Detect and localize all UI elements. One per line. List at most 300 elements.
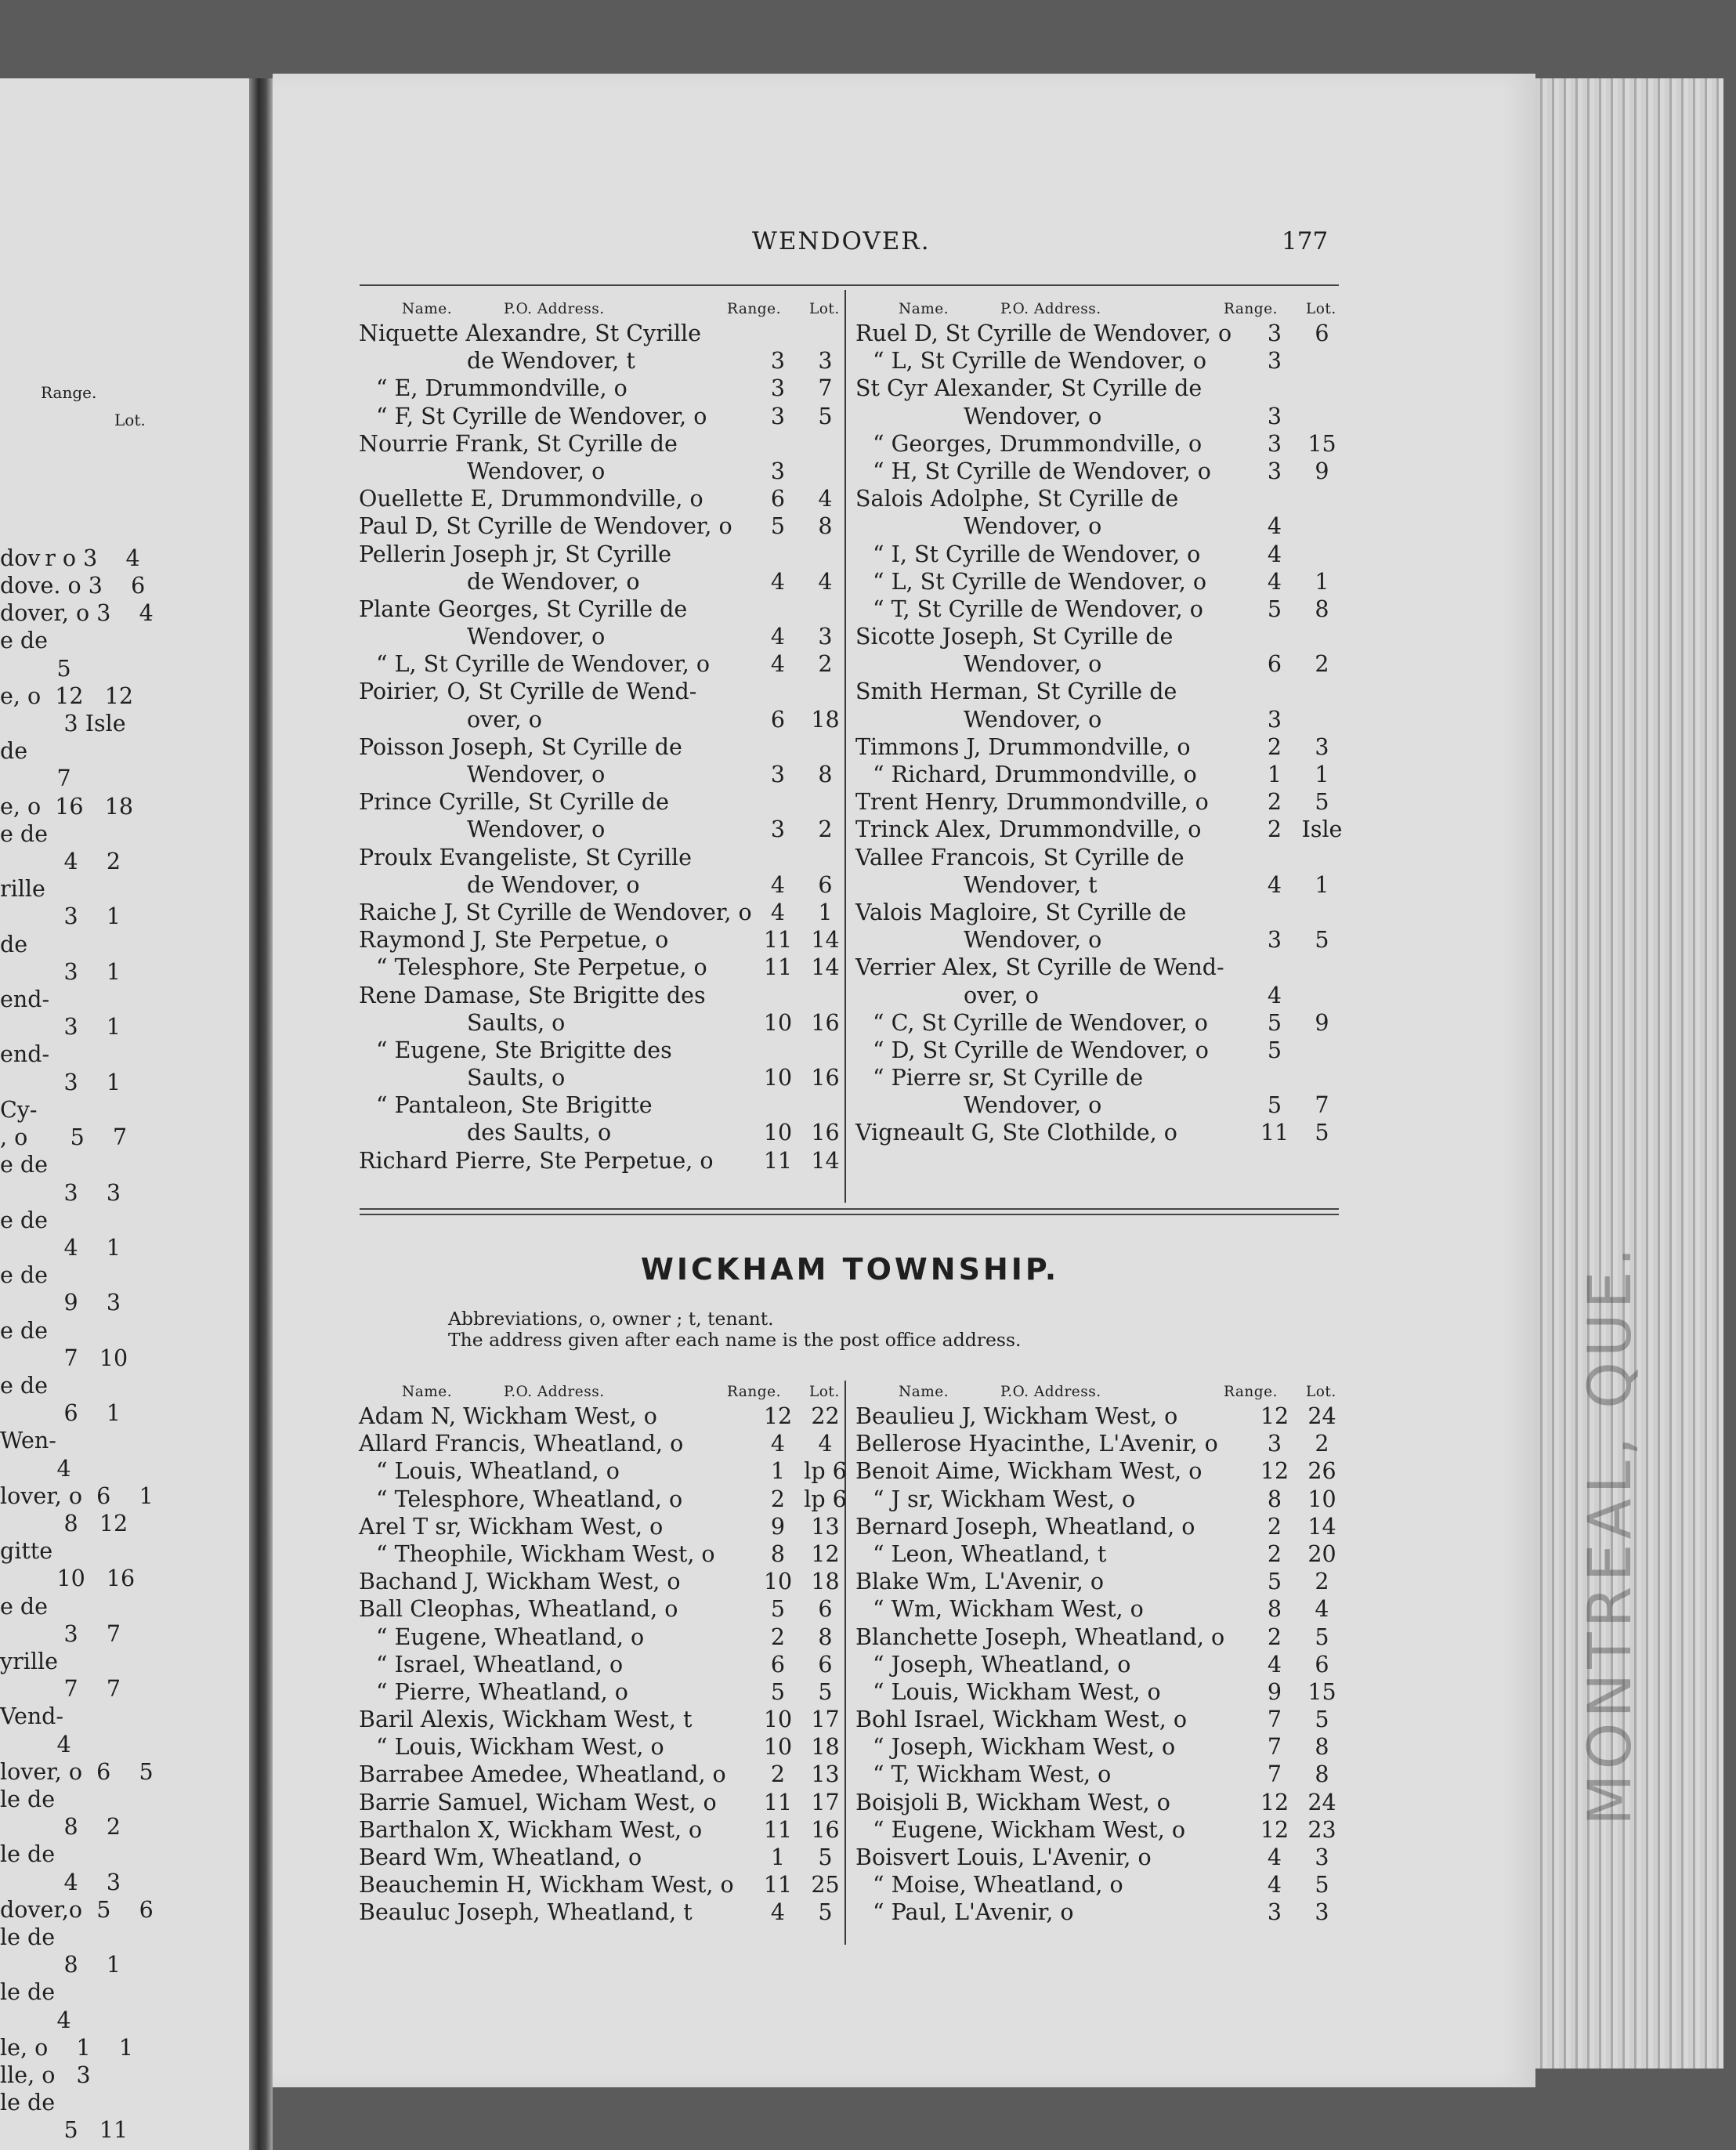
directory-entry xyxy=(359,403,844,430)
page-number: 177 xyxy=(1282,227,1329,255)
directory-entry xyxy=(855,1816,1341,1844)
fragment-line: e, o 16 18 xyxy=(0,793,133,820)
entry-lot: 3 xyxy=(818,348,833,375)
entry-name: Valois Magloire, St Cyrille de xyxy=(855,899,1187,925)
entry-name: St Cyr Alexander, St Cyrille de xyxy=(855,375,1203,402)
column-header-lot: Lot. xyxy=(809,1384,840,1400)
entry-lot: 8 xyxy=(818,762,833,787)
entry-range: 4 xyxy=(770,568,786,595)
directory-entry xyxy=(359,512,844,540)
column-header-lot: Lot. xyxy=(1306,301,1336,317)
entry-lot: 8 xyxy=(818,513,833,540)
directory-entry xyxy=(359,375,844,402)
entry-lot: 5 xyxy=(818,1678,833,1705)
entry-lot: 2 xyxy=(818,816,833,843)
entry-name: Wendover, o xyxy=(964,927,1102,954)
entry-name: “ J sr, Wickham West, o xyxy=(873,1486,1136,1512)
fragment-line: 4 3 xyxy=(0,1869,121,1895)
entry-lot: 2 xyxy=(1315,1569,1329,1595)
entry-name: Baril Alexis, Wickham West, t xyxy=(359,1707,693,1733)
directory-entry xyxy=(855,1568,1341,1595)
entry-range: 7 xyxy=(1267,1734,1282,1761)
directory-entry xyxy=(359,1430,844,1457)
directory-entry xyxy=(855,1898,1341,1926)
entry-range: 10 xyxy=(763,1734,793,1761)
entry-range: 11 xyxy=(763,1872,793,1898)
entry-lot: 5 xyxy=(818,1844,833,1870)
entry-name: “ Louis, Wickham West, o xyxy=(376,1734,664,1761)
entry-range: 2 xyxy=(1267,1540,1282,1567)
entry-range: 3 xyxy=(1267,348,1282,375)
fragment-line: le, o 1 1 xyxy=(0,2034,133,2061)
entry-lot: 4 xyxy=(818,1431,833,1457)
entry-name: over, o xyxy=(467,706,542,733)
page-running-head: WENDOVER. xyxy=(752,227,931,255)
directory-entry xyxy=(359,1119,844,1146)
entry-lot: 8 xyxy=(1315,1761,1329,1788)
entry-name: “ L, St Cyrille de Wendover, o xyxy=(376,651,711,678)
directory-entry xyxy=(855,320,1341,347)
fragment-line: 3 1 xyxy=(0,903,121,930)
directory-entry xyxy=(855,375,1341,402)
entry-lot: 16 xyxy=(811,1065,840,1091)
directory-entry xyxy=(855,430,1341,458)
directory-entry xyxy=(855,1678,1341,1706)
fragment-line: 5 11 xyxy=(0,2117,128,2144)
directory-entry xyxy=(359,1898,844,1926)
entry-name: Salois Adolphe, St Cyrille de xyxy=(855,486,1179,512)
entry-range: 3 xyxy=(770,403,786,429)
entry-name: des Saults, o xyxy=(467,1120,612,1146)
entry-range: 2 xyxy=(770,1623,786,1650)
wendover-right-column xyxy=(855,301,1341,1147)
entry-lot: 18 xyxy=(811,1569,840,1595)
entry-range: 3 xyxy=(1267,320,1282,346)
fragment-line: de xyxy=(0,931,28,957)
entry-name: de Wendover, t xyxy=(467,348,635,375)
entry-lot: 6 xyxy=(818,1651,833,1678)
entry-name: Blake Wm, L'Avenir, o xyxy=(855,1569,1105,1595)
fragment-line: e de xyxy=(0,1262,49,1289)
entry-lot: 3 xyxy=(1315,1899,1329,1926)
entry-name: “ F, St Cyrille de Wendover, o xyxy=(376,403,707,429)
entry-range: 7 xyxy=(1267,1761,1282,1788)
column-header xyxy=(855,1384,1341,1403)
directory-entry xyxy=(359,595,844,623)
entry-range: 5 xyxy=(770,1678,786,1705)
directory-entry xyxy=(359,1623,844,1651)
fragment-line: gitte xyxy=(0,1538,53,1565)
entry-range: 2 xyxy=(1267,1623,1282,1650)
directory-entry xyxy=(855,458,1341,485)
entry-name: Nourrie Frank, St Cyrille de xyxy=(359,430,678,457)
entry-range: 4 xyxy=(1267,871,1282,898)
entry-range: 3 xyxy=(770,348,786,375)
entry-name: Trent Henry, Drummondville, o xyxy=(855,789,1209,816)
entry-range: 7 xyxy=(1267,1707,1282,1733)
entry-range: 3 xyxy=(770,762,786,787)
book-gutter xyxy=(249,78,273,2150)
fragment-line: lle, o 3 xyxy=(0,2062,91,2088)
directory-entry xyxy=(855,623,1341,650)
directory-entry xyxy=(855,403,1341,430)
entry-lot: 12 xyxy=(811,1540,840,1567)
entry-name: Wendover, o xyxy=(964,403,1102,429)
entry-name: Verrier Alex, St Cyrille de Wend- xyxy=(855,954,1224,981)
entry-name: Wendover, o xyxy=(467,624,606,650)
entry-range: 5 xyxy=(1267,1009,1282,1036)
column-header-address: P.O. Address. xyxy=(504,1384,605,1400)
fragment-line: 3 Isle xyxy=(0,711,126,737)
entry-lot: 16 xyxy=(811,1120,840,1146)
entry-lot: 1 xyxy=(1315,871,1329,898)
entry-name: Vallee Francois, St Cyrille de xyxy=(855,844,1184,870)
directory-entry xyxy=(855,1623,1341,1651)
directory-entry xyxy=(359,733,844,761)
entry-range: 9 xyxy=(770,1513,786,1540)
fragment-line: yrille xyxy=(0,1648,58,1674)
directory-entry xyxy=(359,1733,844,1761)
entry-name: “ Georges, Drummondville, o xyxy=(873,430,1203,457)
entry-name: Bellerose Hyacinthe, L'Avenir, o xyxy=(855,1431,1218,1457)
entry-lot: 16 xyxy=(811,1816,840,1843)
fragment-line: 4 2 xyxy=(0,849,121,875)
fragment-line: end- xyxy=(0,1041,50,1068)
entry-name: Barrie Samuel, Wicham West, o xyxy=(359,1789,717,1815)
entry-name: Saults, o xyxy=(467,1065,566,1091)
column-header xyxy=(855,301,1341,320)
entry-name: Boisjoli B, Wickham West, o xyxy=(855,1789,1170,1815)
entry-lot: 5 xyxy=(1315,1120,1329,1146)
entry-range: 9 xyxy=(1267,1678,1282,1705)
entry-name: Barthalon X, Wickham West, o xyxy=(359,1816,703,1843)
directory-entry xyxy=(855,1064,1341,1091)
entry-name: “ Pierre sr, St Cyrille de xyxy=(873,1065,1144,1091)
entry-lot: 5 xyxy=(1315,1707,1329,1733)
entry-name: Wendover, o xyxy=(964,1092,1102,1119)
entry-name: Saults, o xyxy=(467,1009,566,1036)
entry-lot: 16 xyxy=(811,1009,840,1036)
entry-range: 2 xyxy=(770,1486,786,1512)
fragment-line: 10 16 xyxy=(0,1565,136,1592)
column-header-address: P.O. Address. xyxy=(504,301,605,317)
directory-entry xyxy=(855,1457,1341,1485)
entry-range: 11 xyxy=(1260,1120,1289,1146)
entry-lot: 5 xyxy=(1315,1872,1329,1898)
entry-name: Beard Wm, Wheatland, o xyxy=(359,1844,642,1870)
directory-entry xyxy=(359,1091,844,1119)
fragment-line: le de xyxy=(0,1841,56,1868)
entry-range: 4 xyxy=(770,1431,786,1457)
section-separator xyxy=(360,1208,1339,1215)
entry-range: 2 xyxy=(1267,789,1282,816)
fragment-line: le de xyxy=(0,2090,56,2116)
directory-entry xyxy=(359,623,844,650)
entry-lot: 4 xyxy=(1315,1596,1329,1623)
fragment-line: le de xyxy=(0,1786,56,1812)
directory-entry xyxy=(855,1430,1341,1457)
entry-name: Barrabee Amedee, Wheatland, o xyxy=(359,1761,726,1788)
directory-entry xyxy=(855,1037,1341,1064)
column-header-lot: Lot. xyxy=(809,301,840,317)
entry-lot: 13 xyxy=(811,1761,840,1788)
entry-name: Benoit Aime, Wickham West, o xyxy=(855,1458,1203,1485)
entry-lot: lp 6 xyxy=(804,1486,847,1512)
entry-lot: 6 xyxy=(1315,320,1329,346)
directory-entry xyxy=(855,595,1341,623)
directory-entry xyxy=(359,1568,844,1595)
directory-entry xyxy=(359,816,844,843)
entry-lot: 15 xyxy=(1307,430,1336,457)
entry-range: 3 xyxy=(1267,706,1282,733)
entry-range: 6 xyxy=(770,1651,786,1678)
directory-entry xyxy=(359,982,844,1009)
entry-lot: 26 xyxy=(1307,1458,1336,1485)
entry-range: 4 xyxy=(1267,1651,1282,1678)
entry-lot: 7 xyxy=(1315,1092,1329,1119)
entry-name: Wendover, o xyxy=(964,651,1102,678)
directory-entry xyxy=(359,678,844,705)
directory-entry xyxy=(855,871,1341,899)
fragment-line: 4 1 xyxy=(0,1234,121,1261)
entry-range: 3 xyxy=(770,458,786,484)
fragment-line: Wen- xyxy=(0,1428,56,1454)
fragment-line: 3 7 xyxy=(0,1620,121,1647)
directory-entry xyxy=(359,1706,844,1733)
directory-entry xyxy=(855,926,1341,954)
entry-lot: 5 xyxy=(1315,1623,1329,1650)
entry-name: “ Telesphore, Wheatland, o xyxy=(376,1486,683,1512)
directory-entry xyxy=(855,1486,1341,1513)
entry-lot: 24 xyxy=(1307,1403,1336,1429)
entry-range: 8 xyxy=(770,1540,786,1567)
entry-name: Sicotte Joseph, St Cyrille de xyxy=(855,624,1174,650)
entry-name: de Wendover, o xyxy=(467,568,640,595)
directory-entry xyxy=(855,1091,1341,1119)
entry-lot: 8 xyxy=(1315,595,1329,622)
entry-lot: 13 xyxy=(811,1513,840,1540)
entry-name: Wendover, o xyxy=(964,513,1102,540)
directory-entry xyxy=(359,1037,844,1064)
entry-range: 10 xyxy=(763,1707,793,1733)
entry-name: Boisvert Louis, L'Avenir, o xyxy=(855,1844,1152,1870)
entry-lot: 2 xyxy=(1315,651,1329,678)
entry-range: 5 xyxy=(1267,1092,1282,1119)
fragment-line: 6 1 xyxy=(0,1400,121,1427)
entry-range: 12 xyxy=(1260,1403,1289,1429)
entry-range: 3 xyxy=(1267,403,1282,429)
entry-name: Vigneault G, Ste Clothilde, o xyxy=(855,1120,1177,1146)
entry-name: “ Wm, Wickham West, o xyxy=(873,1596,1144,1623)
entry-name: Poisson Joseph, St Cyrille de xyxy=(359,733,682,760)
directory-entry xyxy=(855,982,1341,1009)
directory-entry xyxy=(855,485,1341,512)
entry-name: “ Eugene, Ste Brigitte des xyxy=(376,1037,672,1063)
column-header-range: Range. xyxy=(727,301,781,317)
directory-entry xyxy=(855,733,1341,761)
directory-entry xyxy=(359,541,844,568)
entry-name: “ Eugene, Wickham West, o xyxy=(873,1816,1185,1843)
directory-entry xyxy=(855,816,1341,843)
entry-range: 5 xyxy=(1267,1037,1282,1063)
fragment-line: lover, o 6 5 xyxy=(0,1758,154,1785)
fragment-line: Vend- xyxy=(0,1703,64,1730)
wickham-abbreviations xyxy=(448,1308,1022,1351)
entry-name: “ Pierre, Wheatland, o xyxy=(376,1678,628,1705)
entry-lot: 3 xyxy=(818,624,833,650)
entry-lot: 6 xyxy=(1315,1651,1329,1678)
fragment-line: 3 1 xyxy=(0,958,121,985)
entry-name: Trinck Alex, Drummondville, o xyxy=(855,816,1202,843)
directory-entry xyxy=(359,926,844,954)
entry-lot: 3 xyxy=(1315,733,1329,760)
directory-entry xyxy=(855,1540,1341,1568)
directory-entry xyxy=(855,954,1341,981)
fragment-line: 3 3 xyxy=(0,1179,121,1206)
entry-name: Proulx Evangeliste, St Cyrille xyxy=(359,844,692,870)
entry-range: 10 xyxy=(763,1009,793,1036)
entry-name: “ Louis, Wickham West, o xyxy=(873,1678,1161,1705)
entry-range: 4 xyxy=(1267,541,1282,567)
entry-range: 4 xyxy=(1267,982,1282,1008)
fragment-line: 7 7 xyxy=(0,1676,121,1703)
entry-lot: 1 xyxy=(1315,568,1329,595)
directory-entry xyxy=(855,1844,1341,1871)
entry-name: “ Joseph, Wheatland, o xyxy=(873,1651,1131,1678)
fragment-line: , o 5 7 xyxy=(0,1124,128,1151)
left-range-header: Range. xyxy=(41,382,97,402)
entry-name: Allard Francis, Wheatland, o xyxy=(359,1431,684,1457)
directory-entry xyxy=(359,1678,844,1706)
entry-name: “ Eugene, Wheatland, o xyxy=(376,1623,645,1650)
entry-name: Paul D, St Cyrille de Wendover, o xyxy=(359,513,732,540)
entry-name: “ Theophile, Wickham West, o xyxy=(376,1540,715,1567)
directory-entry xyxy=(855,512,1341,540)
directory-entry xyxy=(855,1595,1341,1623)
entry-name: “ Israel, Wheatland, o xyxy=(376,1651,624,1678)
entry-lot: 1 xyxy=(818,899,833,925)
entry-lot: 6 xyxy=(818,871,833,898)
fragment-line: end- xyxy=(0,986,50,1013)
entry-name: Wendover, o xyxy=(467,458,606,484)
entry-lot: 9 xyxy=(1315,458,1329,484)
entry-range: 10 xyxy=(763,1120,793,1146)
entry-name: Adam N, Wickham West, o xyxy=(359,1403,657,1429)
entry-name: “ E, Drummondville, o xyxy=(376,375,627,402)
directory-entry xyxy=(359,458,844,485)
column-header-name: Name. xyxy=(402,1384,453,1400)
entry-name: Wendover, o xyxy=(964,706,1102,733)
entry-lot: 5 xyxy=(1315,789,1329,816)
entry-range: 4 xyxy=(770,624,786,650)
wendover-left-column xyxy=(359,301,844,1175)
entry-lot: 8 xyxy=(1315,1734,1329,1761)
directory-entry xyxy=(855,1403,1341,1430)
entry-lot: 17 xyxy=(811,1707,840,1733)
entry-range: 3 xyxy=(1267,927,1282,954)
entry-range: 8 xyxy=(1267,1486,1282,1512)
directory-entry xyxy=(359,761,844,788)
entry-range: 11 xyxy=(763,1147,793,1174)
fragment-line: e, o 12 12 xyxy=(0,682,133,709)
entry-range: 2 xyxy=(770,1761,786,1788)
entry-range: 2 xyxy=(1267,733,1282,760)
entry-lot: 1 xyxy=(1315,762,1329,787)
directory-entry xyxy=(359,485,844,512)
entry-name: Ouellette E, Drummondville, o xyxy=(359,486,703,512)
fragment-line: e de xyxy=(0,628,49,654)
column-header xyxy=(359,301,844,320)
left-facing-page xyxy=(0,78,249,2150)
entry-range: 2 xyxy=(1267,1513,1282,1540)
entry-lot: 14 xyxy=(811,1147,840,1174)
entry-range: 6 xyxy=(770,706,786,733)
column-header-lot: Lot. xyxy=(1306,1384,1336,1400)
column-header-name: Name. xyxy=(402,301,453,317)
fragment-line: dover,o 5 6 xyxy=(0,1896,154,1923)
entry-name: “ Louis, Wheatland, o xyxy=(376,1458,620,1485)
entry-name: Bohl Israel, Wickham West, o xyxy=(855,1707,1187,1733)
entry-name: “ T, Wickham West, o xyxy=(873,1761,1112,1788)
fragment-line: 5 xyxy=(0,655,71,682)
directory-entry xyxy=(359,1009,844,1037)
entry-range: 3 xyxy=(770,816,786,843)
entry-name: “ Leon, Wheatland, t xyxy=(873,1540,1107,1567)
entry-range: 4 xyxy=(1267,1844,1282,1870)
entry-lot: 7 xyxy=(818,375,833,402)
directory-entry xyxy=(855,1651,1341,1678)
entry-range: 3 xyxy=(770,375,786,402)
entry-range: 3 xyxy=(1267,458,1282,484)
directory-entry xyxy=(855,1119,1341,1146)
fragment-line: e de xyxy=(0,1317,49,1344)
directory-entry xyxy=(359,706,844,733)
entry-name: Niquette Alexandre, St Cyrille xyxy=(359,320,701,346)
directory-entry xyxy=(359,1486,847,1513)
fragment-line: 7 xyxy=(0,766,71,792)
entry-range: 12 xyxy=(1260,1789,1289,1815)
left-page-column-header xyxy=(0,351,249,489)
entry-range: 3 xyxy=(1267,1431,1282,1457)
entry-range: 4 xyxy=(1267,1872,1282,1898)
entry-lot: 18 xyxy=(811,1734,840,1761)
entry-lot: 4 xyxy=(818,568,833,595)
entry-name: Poirier, O, St Cyrille de Wend- xyxy=(359,679,697,705)
directory-entry xyxy=(359,1513,844,1540)
entry-name: “ I, St Cyrille de Wendover, o xyxy=(873,541,1201,567)
entry-name: Arel T sr, Wickham West, o xyxy=(359,1513,664,1540)
entry-name: over, o xyxy=(964,982,1039,1008)
entry-range: 4 xyxy=(1267,513,1282,540)
entry-name: Wendover, t xyxy=(964,871,1098,898)
entry-name: de Wendover, o xyxy=(467,871,640,898)
left-page-fragment-column xyxy=(0,296,249,2145)
entry-name: Rene Damase, Ste Brigitte des xyxy=(359,982,706,1008)
entry-range: 2 xyxy=(1267,816,1282,843)
entry-lot: 5 xyxy=(818,1899,833,1926)
entry-name: “ Joseph, Wickham West, o xyxy=(873,1734,1176,1761)
fragment-line: e de xyxy=(0,1593,49,1620)
directory-entry xyxy=(855,678,1341,705)
entry-range: 8 xyxy=(1267,1596,1282,1623)
fragment-line: dover, o 3 4 xyxy=(0,600,154,627)
directory-entry xyxy=(359,788,844,816)
entry-name: “ Telesphore, Ste Perpetue, o xyxy=(376,954,707,981)
entry-lot: 4 xyxy=(818,486,833,512)
entry-name: “ Paul, L'Avenir, o xyxy=(873,1899,1074,1926)
entry-range: 1 xyxy=(1267,762,1282,787)
entry-name: Pellerin Joseph jr, St Cyrille xyxy=(359,541,671,567)
